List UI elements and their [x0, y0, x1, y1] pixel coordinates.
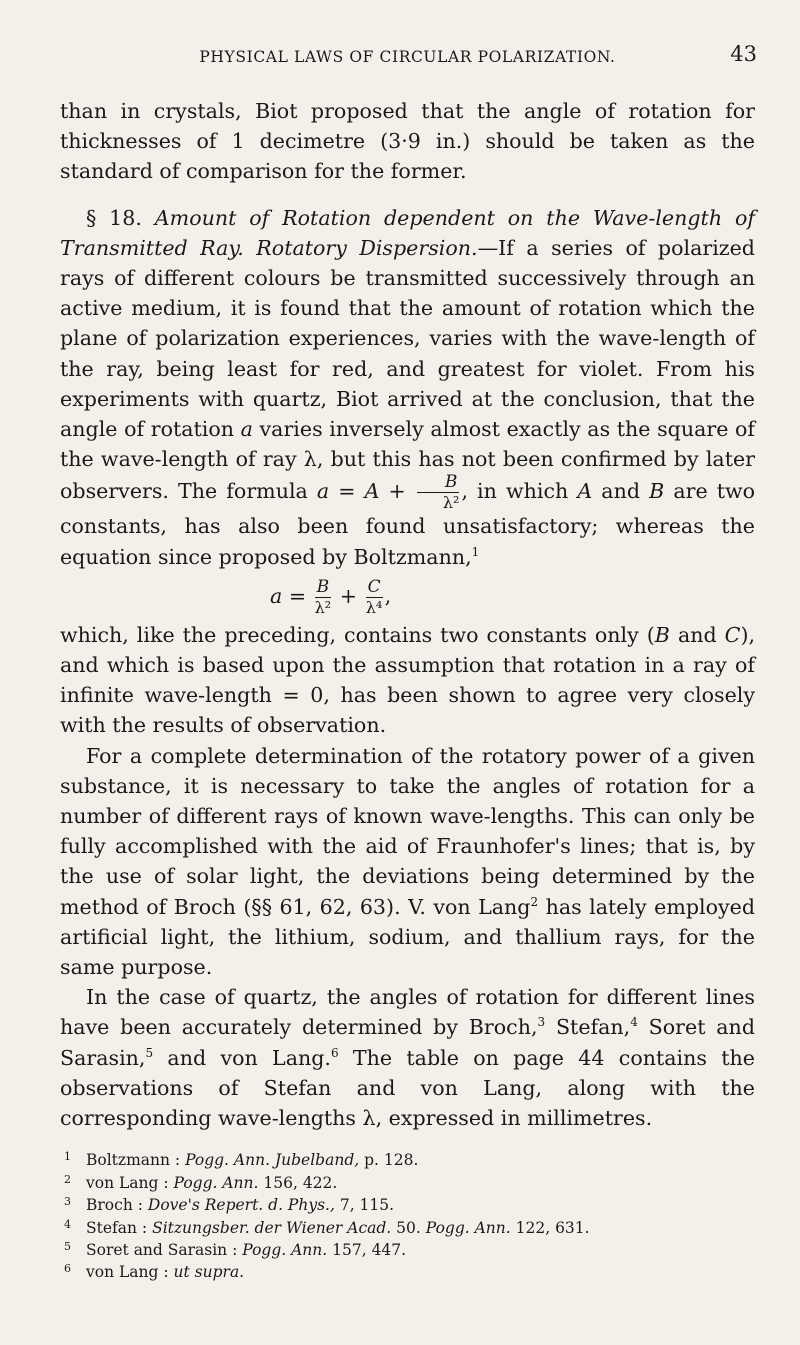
para3-and: and: [677, 622, 717, 647]
footnote-ref-5: 5: [145, 1045, 154, 1060]
formula-1-fraction: [417, 474, 460, 511]
para4-text-b: has lately employed artificial light, the lithium, sodium, and thallium rays, for the same purpose.: [60, 894, 756, 980]
boltzmann-equation: [60, 572, 755, 620]
constant-b: B: [649, 479, 665, 504]
equation-lhs: a =: [270, 583, 307, 608]
para4-text-a: For a complete determination of the rotatory power of a given substance, it is necessary to take the angles of rotation for a number of different rays of known wave-lengths. This can only be fully accomplished with the aid of Fraunhofer's lines; that is, by the use of solar light, the deviations being determined by the method of Broch (§§ 61, 62, 63). V. von Lang: [60, 743, 755, 919]
formula-1-numerator: B: [417, 474, 460, 493]
footnote-ref-3: 3: [537, 1015, 546, 1030]
footnote-ref-4: 4: [630, 1015, 638, 1030]
section-mark: § 18.: [86, 205, 142, 230]
footnote-rest: p. 128.: [364, 1151, 419, 1170]
footnote-author: Stefan :: [86, 1218, 148, 1237]
para5-text-d: and von Lang.: [167, 1045, 331, 1070]
alpha-symbol: a: [240, 417, 253, 442]
paragraph-continuation: than in crystals, Biot proposed that the angle of rotation for thicknesses of 1 decimetre (3·9 in.) should be taken as the standard of comparison for the former.: [60, 99, 755, 184]
footnote-author: von Lang :: [86, 1263, 169, 1282]
footnote-author: Boltzmann :: [86, 1151, 181, 1170]
para5-text-b: Stefan,: [555, 1015, 631, 1040]
footnote-source: Pogg. Ann. Jubelband,: [185, 1151, 360, 1170]
footnote-mark: 6: [64, 1262, 71, 1276]
para3-text-a: which, like the preceding, contains two constants only (: [60, 622, 655, 647]
footnote-rest: 50.: [396, 1218, 421, 1237]
footnote-author: Broch :: [86, 1196, 143, 1215]
footnote: [60, 1217, 755, 1239]
footnote-mark: 5: [64, 1239, 71, 1253]
footnote-rest: 157, 447.: [332, 1240, 407, 1259]
para5-text-e: The table on page 44 contains the observations of Stefan and von Lang, along with the corresponding wave-lengths λ, expressed in millimetres.: [60, 1045, 755, 1131]
footnotes: [60, 1149, 755, 1283]
page-number: 43: [730, 42, 757, 66]
paragraph-determination: [60, 741, 755, 983]
footnote: [60, 1149, 755, 1171]
footnote-rest: 156, 422.: [263, 1173, 338, 1192]
footnote-author: von Lang :: [86, 1173, 169, 1192]
equation-term-2: [365, 576, 383, 617]
footnote-source: Pogg. Ann.: [173, 1173, 259, 1192]
section-18: [60, 203, 755, 572]
footnote: [60, 1239, 755, 1261]
formula-1-lhs: a = A +: [316, 479, 406, 504]
equation-num-2: C: [367, 576, 381, 597]
para5-text-a: In the case of quartz, the angles of rotation for different lines have been accurately determined by Broch,: [60, 985, 755, 1040]
footnote-mark: 3: [64, 1195, 71, 1209]
body-text: [60, 96, 755, 1133]
footnote-rest-2: 122, 631.: [515, 1218, 590, 1237]
footnote-source-2: Pogg. Ann.: [425, 1218, 511, 1237]
equation-num-1: B: [315, 579, 332, 598]
constant-a: A: [577, 479, 593, 504]
footnote-author: Soret and Sarasin :: [86, 1240, 238, 1259]
equation-den-2: λ⁴: [365, 597, 383, 617]
footnote-source: Sitzungsber. der Wiener Acad.: [152, 1218, 392, 1237]
equation-trail: ,: [384, 583, 392, 608]
section-text-c: , in which: [461, 479, 569, 504]
running-title: PHYSICAL LAWS OF CIRCULAR POLARIZATION.: [199, 48, 616, 66]
footnote-source: ut supra.: [173, 1263, 245, 1282]
equation-plus: +: [339, 583, 358, 608]
paragraph-boltzmann: [60, 620, 755, 741]
section-text-a: —If a series of polarized rays of different colours be transmitted successively through an active medium, it is found that the amount of rotation which the plane of polarization experiences, varies with the wave-length of the ray, being least for red, and greatest for violet. From his experiments with quartz, Biot arrived at the conclusion, that the angle of rotation: [60, 235, 755, 442]
word-and: and: [601, 479, 641, 504]
footnote: [60, 1261, 755, 1283]
footnote-mark: 1: [64, 1150, 71, 1164]
para3-text-b: ), and which is based upon the assumption that rotation in a ray of infinite wave-length = 0, has been shown to agree very closely with the results of observation.: [60, 622, 756, 738]
footnote-source: Dove's Repert. d. Phys.,: [147, 1196, 335, 1215]
page: [60, 40, 755, 1284]
footnote: [60, 1194, 755, 1216]
para5-text-c: Soret and Sarasin,: [60, 1015, 755, 1070]
footnote-mark: 2: [64, 1172, 71, 1186]
footnote-source: Pogg. Ann.: [242, 1240, 328, 1259]
running-header: [60, 40, 755, 74]
section-text-b: varies inversely almost exactly as the square of the wave-length of ray λ, but this has not been confirmed by later observers. The formula: [60, 417, 756, 504]
section-text-d: are two constants, has also been found unsatisfactory; whereas the equation since proposed by Boltzmann,: [60, 479, 756, 569]
section-title: Amount of Rotation dependent on the Wave-length of Transmitted Ray. Rotatory Dispersion.: [60, 205, 755, 260]
const-c-ref: C: [724, 622, 741, 647]
footnote: [60, 1172, 755, 1194]
footnote-rest: 7, 115.: [339, 1196, 395, 1215]
footnote-ref-6: 6: [330, 1045, 339, 1060]
footnote-mark: 4: [64, 1217, 71, 1231]
formula-1-denominator: λ²: [442, 493, 460, 513]
equation-den-1: λ²: [314, 597, 332, 617]
equation-term-1: [314, 576, 332, 617]
const-b-ref: B: [654, 622, 670, 647]
paragraph-quartz: [60, 982, 755, 1133]
footnote-ref-2: 2: [530, 894, 539, 909]
footnote-ref-1: 1: [471, 544, 480, 559]
